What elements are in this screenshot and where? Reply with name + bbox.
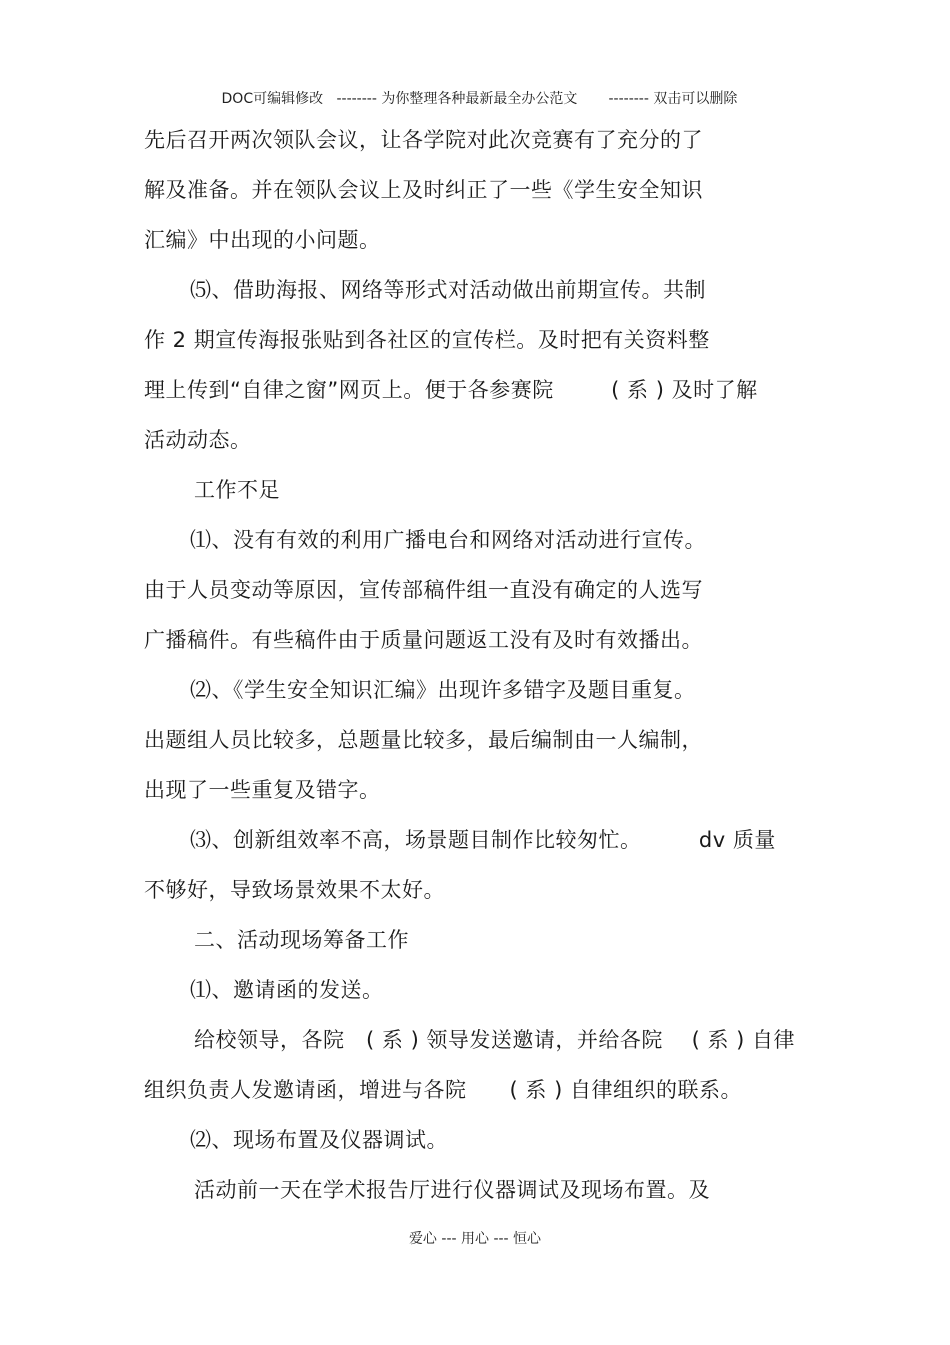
body-line: 汇编》中出现的小问题。 <box>144 228 381 252</box>
body-line: ⑸、借助海报、网络等形式对活动做出前期宣传。共制 <box>190 278 706 302</box>
body-line: ⑴、邀请函的发送。 <box>190 978 384 1002</box>
header-delete-note: -------- 双击可以删除 <box>608 91 738 107</box>
body-line: 活动前一天在学术报告厅进行仪器调试及现场布置。及 <box>194 1178 710 1202</box>
section-heading: 二、活动现场筹备工作 <box>194 928 409 952</box>
body-line: 不够好，导致场景效果不太好。 <box>144 878 445 902</box>
body-line: 由于人员变动等原因，宣传部稿件组一直没有确定的人选写 <box>144 578 703 602</box>
body-line: 解及准备。并在领队会议上及时纠正了一些《学生安全知识 <box>144 178 703 202</box>
header-office-note: -------- 为你整理各种最新最全办公范文 <box>336 91 578 107</box>
body-line: ⑶、创新组效率不高，场景题目制作比较匆忙。 dv 质量 <box>190 828 776 852</box>
body-line: 理上传到“自律之窗”网页上。便于各参赛院 ( 系 ) 及时了解 <box>144 378 758 402</box>
body-line: ⑴、没有有效的利用广播电台和网络对活动进行宣传。 <box>190 528 706 552</box>
body-line: 出现了一些重复及错字。 <box>144 778 381 802</box>
page-header <box>0 72 950 108</box>
page-footer: 爱心 --- 用心 --- 恒心 <box>408 1231 542 1247</box>
body-line: ⑵、《学生安全知识汇编》出现许多错字及题目重复。 <box>190 678 696 702</box>
header-doc-label: DOC可编辑修改 <box>221 91 324 107</box>
body-line: 活动动态。 <box>144 428 252 452</box>
section-heading: 工作不足 <box>194 478 280 502</box>
body-line: 出题组人员比较多，总题量比较多，最后编制由一人编制， <box>144 728 703 752</box>
body-line: 给校领导，各院 ( 系 ) 领导发送邀请，并给各院 ( 系 ) 自律 <box>194 1028 796 1052</box>
body-line: ⑵、现场布置及仪器调试。 <box>190 1128 448 1152</box>
body-line: 作 2 期宣传海报张贴到各社区的宣传栏。及时把有关资料整 <box>144 328 710 352</box>
body-line: 先后召开两次领队会议，让各学院对此次竞赛有了充分的了 <box>144 128 703 152</box>
body-line: 广播稿件。有些稿件由于质量问题返工没有及时有效播出。 <box>144 628 703 652</box>
body-line: 组织负责人发邀请函，增进与各院 ( 系 ) 自律组织的联系。 <box>144 1078 742 1102</box>
